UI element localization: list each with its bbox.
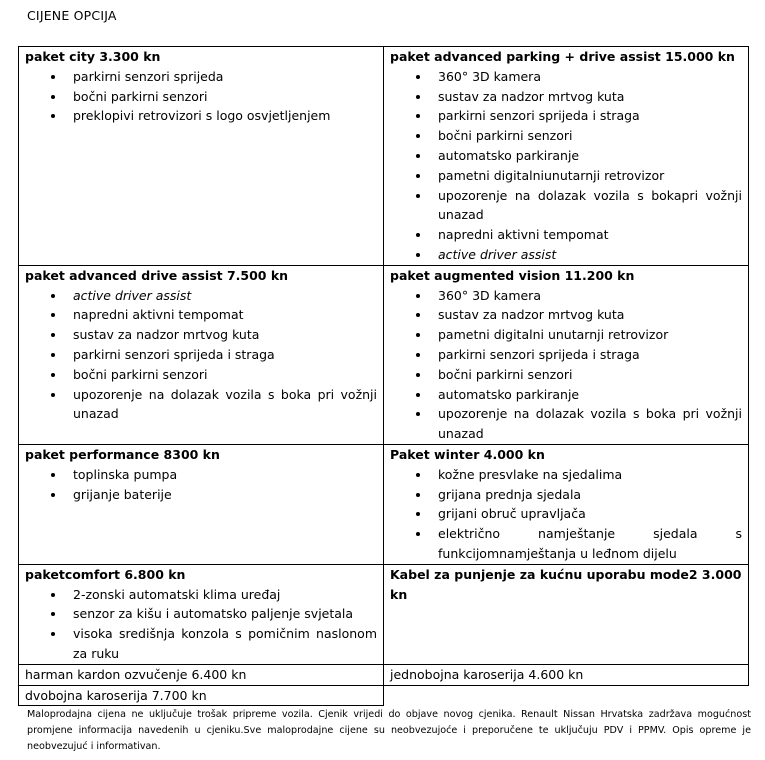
table-row (19, 564, 749, 664)
list-item: preklopivi retrovizori s logo osvjetljenjem (25, 106, 377, 126)
list-item: grijanje baterije (25, 485, 377, 505)
package-title: paketcomfort 6.800 kn (25, 566, 186, 582)
list-item: visoka središnja konzola s pomičnim naslonom za ruku (25, 624, 377, 664)
list-item: parkirni senzori sprijeda i straga (25, 345, 377, 365)
feature-list (390, 286, 742, 444)
list-item: parkirni senzori sprijeda i straga (390, 106, 742, 126)
feature-list (25, 286, 377, 425)
list-item: sustav za nadzor mrtvog kuta (25, 325, 377, 345)
footnote: Maloprodajna cijena ne uključuje trošak pripreme vozila. Cjenik vrijedi do objave novog cjenika. Renault Nissan Hrvatska zadržava mogućnost promjene informacija navedenih u cjeniku.Sve maloprodajne cijene su neobvezujoće i preporučene te uključuju PDV i PPMV. Opis opreme je neobvezujuć i informativan. (27, 709, 751, 752)
list-item: napredni aktivni tempomat (390, 225, 742, 245)
feature-list (390, 465, 742, 564)
package-title: Kabel za punjenje za kućnu uporabu mode2 3.000 kn (390, 566, 742, 602)
package-title: paket city 3.300 kn (25, 49, 161, 64)
package-title: paket augmented vision 11.200 kn (390, 267, 635, 283)
list-item: active driver assist (390, 245, 742, 265)
list-item: 360° 3D kamera (390, 67, 742, 87)
feature-list (25, 67, 377, 126)
table-row (19, 664, 749, 685)
list-item: upozorenje na dolazak vozila s boka pri vožnji unazad (25, 385, 377, 425)
extra-option-cell: harman kardon ozvučenje 6.400 kn (19, 664, 384, 685)
package-cell (384, 265, 749, 444)
package-cell (19, 444, 384, 564)
package-cell (19, 265, 384, 444)
extra-option-cell: dvobojna karoserija 7.700 kn (19, 685, 384, 706)
package-title: paket advanced drive assist 7.500 kn (25, 267, 289, 283)
list-item: pametni digitalniunutarnji retrovizor (390, 166, 742, 186)
list-item: električno namještanje sjedala s funkcijomnamještanja u leđnom dijelu (390, 524, 742, 564)
list-item: bočni parkirni senzori (390, 365, 742, 385)
package-cell (19, 47, 384, 266)
empty-cell (384, 685, 749, 706)
list-item: parkirni senzori sprijeda (25, 67, 377, 87)
list-item: sustav za nadzor mrtvog kuta (390, 305, 742, 325)
list-item: upozorenje na dolazak vozila s boka pri vožnji unazad (390, 404, 742, 444)
list-item: pametni digitalni unutarnji retrovizor (390, 325, 742, 345)
list-item: 2-zonski automatski klima uređaj (25, 585, 377, 605)
list-item: active driver assist (25, 286, 377, 306)
list-item: grijana prednja sjedala (390, 485, 742, 505)
feature-list (390, 67, 742, 265)
table-row (19, 47, 749, 266)
list-item: bočni parkirni senzori (390, 126, 742, 146)
package-title: paket advanced parking + drive assist 15.000 kn (390, 49, 735, 64)
list-item: grijani obruč upravljača (390, 504, 742, 524)
list-item: 360° 3D kamera (390, 286, 742, 306)
feature-list (25, 465, 377, 505)
list-item: napredni aktivni tempomat (25, 305, 377, 325)
table-row (19, 265, 749, 444)
list-item: parkirni senzori sprijeda i straga (390, 345, 742, 365)
package-title: Paket winter 4.000 kn (390, 446, 545, 462)
package-cell (384, 47, 749, 266)
package-cell (384, 564, 749, 664)
list-item: automatsko parkiranje (390, 146, 742, 166)
table-row (19, 444, 749, 564)
package-cell (384, 444, 749, 564)
page-title: CIJENE OPCIJA (27, 8, 117, 23)
list-item: toplinska pumpa (25, 465, 377, 485)
list-item: upozorenje na dolazak vozila s bokapri vožnji unazad (390, 186, 742, 226)
list-item: sustav za nadzor mrtvog kuta (390, 87, 742, 107)
list-item: senzor za kišu i automatsko paljenje svjetala (25, 604, 377, 624)
list-item: bočni parkirni senzori (25, 87, 377, 107)
list-item: kožne presvlake na sjedalima (390, 465, 742, 485)
options-price-table (18, 46, 749, 706)
list-item: bočni parkirni senzori (25, 365, 377, 385)
package-cell (19, 564, 384, 664)
list-item: automatsko parkiranje (390, 385, 742, 405)
extra-option-cell: jednobojna karoserija 4.600 kn (384, 664, 749, 685)
package-title: paket performance 8300 kn (25, 446, 220, 462)
table-row (19, 685, 749, 706)
feature-list (25, 585, 377, 664)
